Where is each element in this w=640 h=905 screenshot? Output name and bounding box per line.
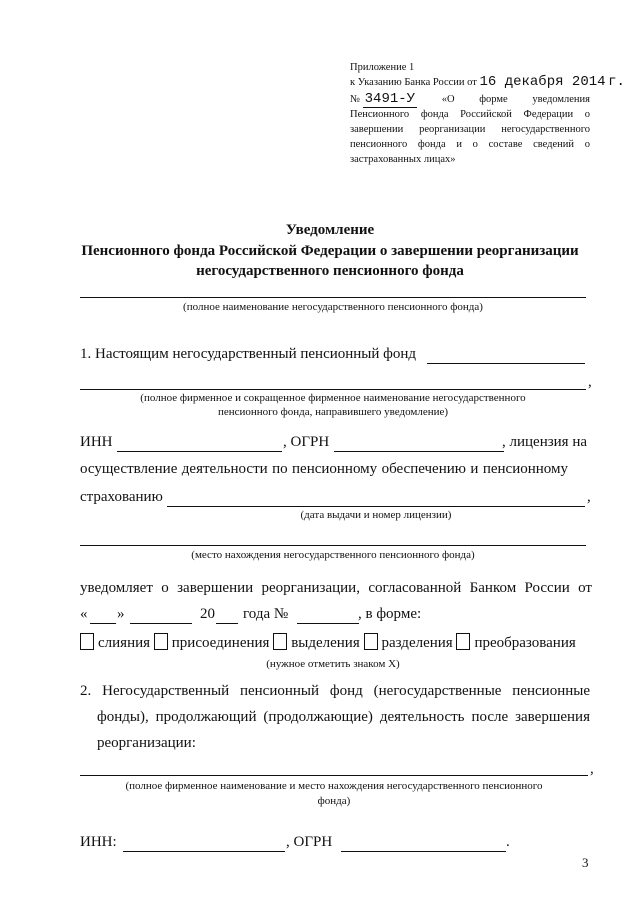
successor-inn-label: ИНН: [80,834,117,850]
approval-month-field[interactable] [130,623,192,624]
sender-name-field-1[interactable] [427,363,585,364]
year-prefix: 20 [200,606,215,622]
appendix-number-prefix: № [350,94,361,105]
sender-name-comma: , [588,374,592,390]
document-title: Уведомление [285,222,375,238]
document-subtitle-line-2: негосударственного пенсионного фонда [196,263,464,279]
section1-intro: 1. Настоящим негосударственный пенсионный фонд [80,346,417,362]
section2-line-3: реорганизации: [97,735,196,751]
option-division-label: разделения [381,635,453,651]
year-suffix: года № [243,606,289,622]
successor-inn-field[interactable] [123,851,285,852]
checkbox-division[interactable] [364,633,378,650]
license-comma: , [587,489,591,505]
successor-period: . [506,834,510,850]
option-accession[interactable] [154,635,270,651]
checkbox-merger[interactable] [80,633,94,650]
option-merger[interactable] [80,635,150,651]
sender-name-field-2[interactable] [80,389,586,390]
location-caption: (место нахождения негосударственного пенсионного фонда) [191,549,475,561]
inn-field[interactable] [117,451,282,452]
sender-name-caption-1: (полное фирменное и сокращенное фирменное наименование негосударственного [140,392,526,404]
option-division[interactable] [364,635,453,651]
checkbox-transformation[interactable] [456,633,470,650]
inn-label: ИНН [80,434,113,450]
option-transformation-label: преобразования [474,635,576,651]
appendix-line-2 [350,75,625,90]
appendix-line-5: завершении реорганизации негосударственного [350,124,590,135]
npf-name-field[interactable] [80,297,586,298]
option-spin-off-label: выделения [291,635,360,651]
option-transformation[interactable] [456,635,575,651]
successor-caption-1: (полное фирменное наименование и место нахождения негосударственного пенсионного [125,780,543,792]
ogrn-label: , ОГРН [283,434,330,450]
notifies-text: уведомляет о завершении реорганизации, согласованной Банком России от [80,580,592,596]
approval-year-field[interactable] [216,623,238,624]
appendix-decree-prefix: к Указанию Банка России от [350,77,477,88]
option-spin-off[interactable] [273,635,360,651]
appendix-line-6: пенсионного фонда и о составе сведений о [350,139,590,150]
option-merger-label: слияния [98,635,151,651]
insurance-label: страхованию [80,489,163,505]
document-subtitle-line-1: Пенсионного фонда Российской Федерации о завершении реорганизации [81,243,579,259]
ogrn-field[interactable] [334,451,504,452]
option-accession-label: присоединения [171,635,270,651]
license-field[interactable] [167,506,585,507]
successor-name-field[interactable] [80,775,588,776]
checkbox-spin-off[interactable] [273,633,287,650]
appendix-decree-date-suffix: г. [608,74,625,90]
appendix-line-3 [350,92,590,107]
successor-ogrn-label: , ОГРН [286,834,333,850]
appendix-line-1: Приложение 1 [350,62,415,73]
npf-name-caption: (полное наименование негосударственного пенсионного фонда) [183,301,483,313]
successor-caption-2: фонда) [317,795,351,807]
appendix-form-title-start: «О форме уведомления [441,94,590,105]
date-close-quote: » [117,606,125,622]
appendix-decree-number: 3491-У [364,91,416,107]
page-number: 3 [582,855,589,870]
appendix-decree-date: 16 декабря 2014 [479,74,606,90]
successor-comma: , [590,761,594,777]
date-open-quote: « [80,606,88,622]
location-field[interactable] [80,545,586,546]
form-suffix: , в форме: [358,606,422,622]
activity-text: осуществление деятельности по пенсионному обеспечению и пенсионному [80,461,568,477]
appendix-line-4: Пенсионного фонда Российской Федерации о [350,109,590,120]
sender-name-caption-2: пенсионного фонда, направившего уведомление) [217,406,449,418]
license-caption: (дата выдачи и номер лицензии) [300,509,452,521]
reorganization-form-options [80,633,576,652]
license-label: , лицензия на [502,434,588,450]
approval-number-field[interactable] [297,623,359,624]
section2-line-2: фонды), продолжающий (продолжающие) деятельность после завершения [97,709,590,725]
mark-caption: (нужное отметить знаком Х) [266,658,400,670]
appendix-line-7: застрахованных лицах» [350,154,456,165]
checkbox-accession[interactable] [154,633,168,650]
section2-line-1: 2. Негосударственный пенсионный фонд (негосударственные пенсионные [80,683,590,699]
approval-day-field[interactable] [90,623,116,624]
successor-ogrn-field[interactable] [341,851,506,852]
